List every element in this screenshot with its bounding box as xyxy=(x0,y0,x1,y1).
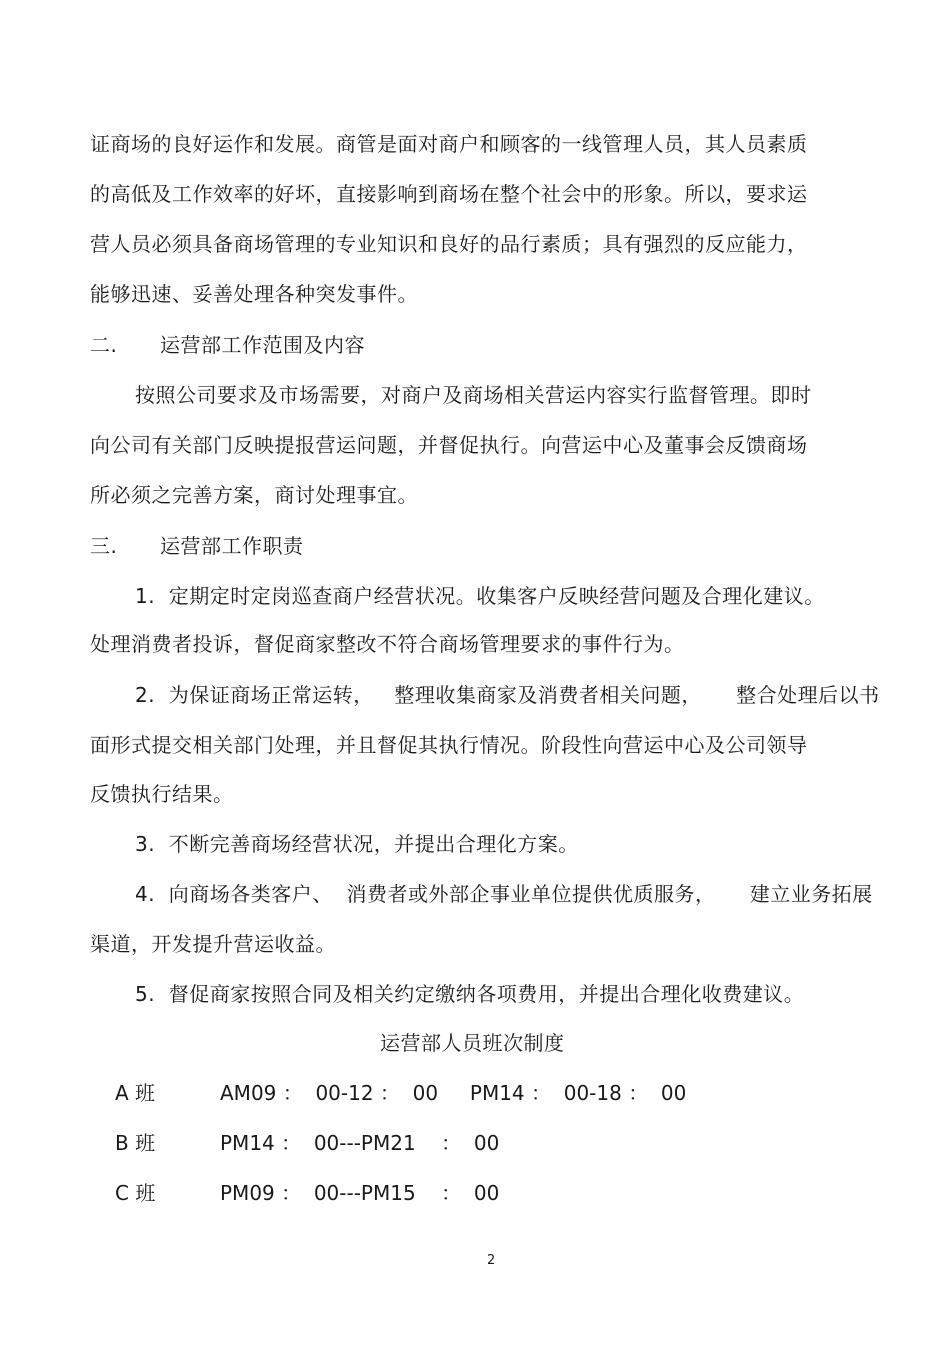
page-number: 2 xyxy=(487,1253,496,1268)
duty-item-line: 处理消费者投诉，督促商家整改不符合商场管理要求的事件行为。 xyxy=(90,632,685,656)
schedule-title: 运营部人员班次制度 xyxy=(380,1031,565,1055)
section-line: 按照公司要求及市场需要，对商户及商场相关营运内容实行监督管理。即时 xyxy=(135,383,812,407)
duty-item-line: 反馈执行结果。 xyxy=(90,782,234,806)
section-line: 向公司有关部门反映提报营运问题，并督促执行。向营运中心及董事会反馈商场 xyxy=(90,433,808,457)
duty-item-line: 面形式提交相关部门处理，并且督促其执行情况。阶段性向营运中心及公司领导 xyxy=(90,733,808,757)
section-line: 所必须之完善方案，商讨处理事宜。 xyxy=(90,483,418,507)
intro-line: 的高低及工作效率的好坏，直接影响到商场在整个社会中的形象。所以，要求运 xyxy=(90,182,808,206)
duty-item-line: 1. 定期定时定岗巡查商户经营状况。收集客户反映经营问题及合理化建议。 xyxy=(135,584,825,608)
section-number: 三. xyxy=(90,534,118,558)
shift-time: PM09 ： 00---PM15 ： 00 xyxy=(220,1181,500,1205)
duty-item-line: 5. 督促商家按照合同及相关约定缴纳各项费用，并提出合理化收费建议。 xyxy=(135,982,805,1006)
shift-time: AM09 ： 00-12 ： 00 PM14 ： 00-18 ： 00 xyxy=(220,1081,687,1105)
section-number: 二. xyxy=(90,333,118,357)
shift-label: B 班 xyxy=(115,1131,156,1155)
duty-item-line: 渠道，开发提升营运收益。 xyxy=(90,932,336,956)
section-heading: 运营部工作职责 xyxy=(160,534,304,558)
shift-time: PM14 ： 00---PM21 ： 00 xyxy=(220,1131,500,1155)
shift-label: C 班 xyxy=(115,1181,156,1205)
section-heading: 运营部工作范围及内容 xyxy=(160,333,365,357)
shift-label: A 班 xyxy=(115,1081,156,1105)
duty-item-line: 4. 向商场各类客户、 消费者或外部企事业单位提供优质服务， 建立业务拓展 xyxy=(135,882,873,906)
intro-line: 能够迅速、妥善处理各种突发事件。 xyxy=(90,282,418,306)
intro-line: 营人员必须具备商场管理的专业知识和良好的品行素质；具有强烈的反应能力， xyxy=(90,232,808,256)
duty-item-line: 3. 不断完善商场经营状况，并提出合理化方案。 xyxy=(135,832,579,856)
intro-line: 证商场的良好运作和发展。商管是面对商户和顾客的一线管理人员，其人员素质 xyxy=(90,132,808,156)
duty-item-line: 2. 为保证商场正常运转， 整理收集商家及消费者相关问题， 整合处理后以书 xyxy=(135,683,880,707)
